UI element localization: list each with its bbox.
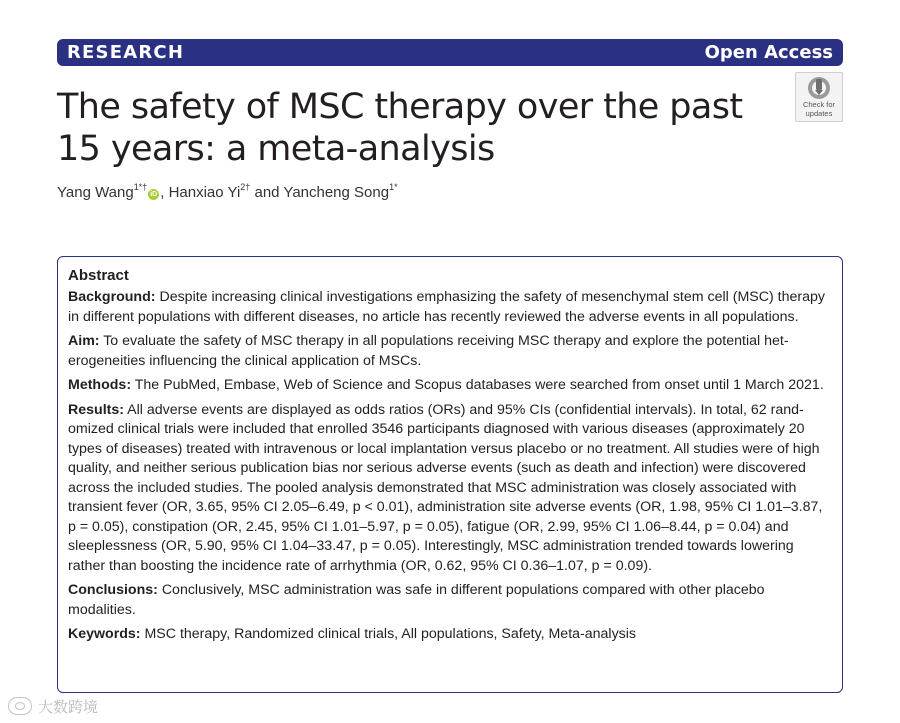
section-label: Background:: [68, 289, 156, 305]
section-label: Keywords:: [68, 626, 141, 642]
section-text: MSC therapy, Randomized clinical trials, All populations, Safety, Meta-analysis: [144, 626, 637, 642]
title-line-1: The safety of MSC therapy over the past: [57, 87, 743, 127]
section-text: All adverse events are displayed as odds ratios (ORs) and 95% CIs (confidential intervals). In total, 62 rand-omized clinical trials were included that enrolled 3546 participants diagnosed with various diseases (approximately 20 types of diseases) treated with intravenous or local implantation versus placebo or no treatment. All studies were of high quality, and neither serious publication bias nor serious adverse events (such as death and infection) were discovered across the included studies. The pooled analysis demonstrated that MSC administration was closely associated with transient fever (OR, 3.65, 95% CI 2.05–6.49, p < 0.01), administration site adverse events (OR, 1.98, 95% CI 1.01–3.87, p = 0.05), constipation (OR, 2.45, 95% CI 1.01–5.97, p = 0.05), fatigue (OR, 2.99, 95% CI 1.06–8.44, p = 0.04) and sleeplessness (OR, 5.90, 95% CI 1.04–33.47, p = 0.05). Interestingly, MSC administration trended towards lowering rather than boosting the incidence rate of arrhythmia (OR, 0.62, 95% CI 0.36–1.07, p = 0.09).: [68, 401, 823, 574]
section-label: Methods:: [68, 377, 132, 393]
watermark-text: 大数跨境: [38, 697, 99, 716]
section-label: RESEARCH: [67, 42, 185, 63]
article-title: [57, 86, 757, 170]
badge-line-1: Check for: [802, 100, 836, 109]
abstract-box: [57, 256, 843, 693]
section-label: Results:: [68, 401, 124, 418]
article-type-banner: [57, 39, 843, 66]
author-affiliation: 1*†: [133, 182, 148, 192]
title-line-2: 15 years: a meta-analysis: [57, 129, 495, 169]
author-separator: ,: [160, 184, 165, 201]
section-text: To evaluate the safety of MSC therapy in all populations receiving MSC therapy and explore the potential het-erogeneities influencing the clinical application of MSCs.: [68, 333, 789, 369]
section-label: Conclusions:: [68, 582, 158, 598]
author-affiliation: 1*: [389, 182, 398, 192]
open-access-label[interactable]: Open Access: [704, 42, 833, 63]
check-for-updates-badge[interactable]: [795, 72, 843, 122]
section-label: Aim:: [68, 333, 100, 349]
badge-line-2: updates: [805, 109, 833, 118]
author-separator: and: [254, 184, 280, 201]
abstract-aim: [68, 332, 832, 371]
abstract-background: [68, 288, 832, 327]
author-list: [57, 184, 398, 201]
author-affiliation: 2†: [240, 182, 251, 192]
watermark-logo-icon: [8, 697, 32, 715]
section-text: Conclusively, MSC administration was safe in different populations compared with other placebo modalities.: [68, 582, 765, 618]
check-for-updates-icon: [807, 76, 831, 100]
author-name[interactable]: Yancheng Song: [283, 184, 390, 201]
abstract-keywords: [68, 625, 832, 645]
orcid-icon[interactable]: iD: [150, 191, 158, 198]
abstract-conclusions: [68, 581, 832, 620]
watermark: [8, 696, 98, 716]
abstract-methods: [68, 376, 832, 396]
author-name[interactable]: Yang Wang: [57, 184, 134, 201]
section-text: The PubMed, Embase, Web of Science and Scopus databases were searched from onset until 1 March 2021.: [134, 377, 824, 393]
author-name[interactable]: Hanxiao Yi: [168, 184, 241, 201]
abstract-heading: Abstract: [68, 267, 129, 284]
abstract-results: [68, 401, 832, 577]
section-text: Despite increasing clinical investigations emphasizing the safety of mesenchymal stem cell (MSC) therapy in different populations with different diseases, no article has recently reviewed the adverse events in all populations.: [68, 289, 825, 325]
